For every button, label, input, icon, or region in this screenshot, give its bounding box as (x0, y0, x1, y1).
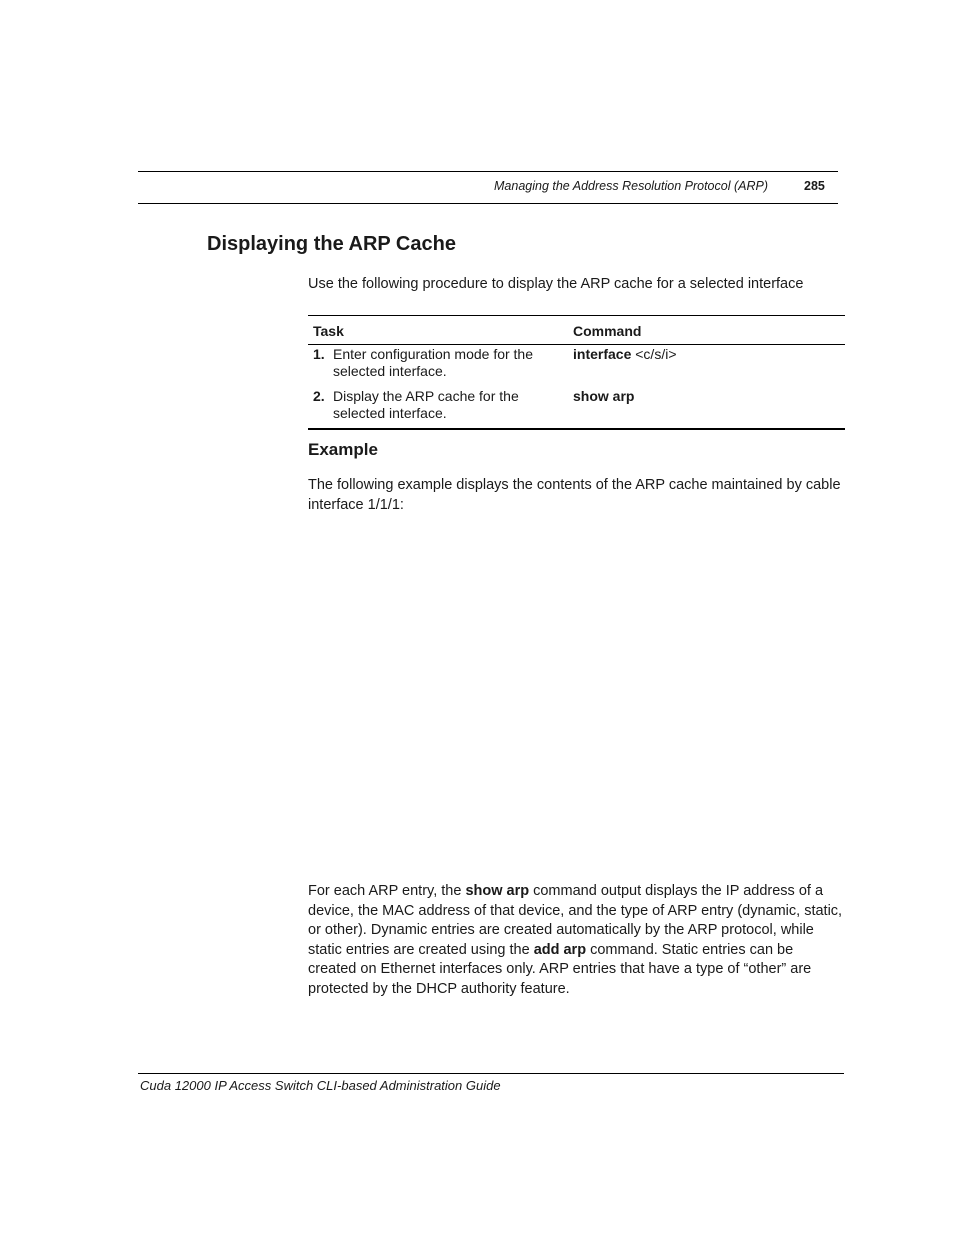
footer-rule (138, 1073, 844, 1074)
step-number: 1. (313, 346, 325, 362)
table-body (308, 345, 845, 428)
task-cell (308, 388, 568, 422)
command-args: <c/s/i> (631, 346, 677, 362)
description-paragraph (308, 882, 844, 1000)
table-row (308, 345, 845, 380)
section-title: Displaying the ARP Cache (207, 233, 456, 255)
step-text-line: selected interface. (333, 363, 447, 379)
step-number: 2. (313, 388, 325, 404)
command-cell (568, 346, 845, 380)
step-text-line: selected interface. (333, 405, 447, 421)
description-text: For each ARP entry, the (308, 883, 466, 899)
step-text-line: Enter configuration mode for the (333, 346, 534, 362)
step-text (333, 388, 568, 422)
step-text-line: Display the ARP cache for the (333, 388, 519, 404)
running-title: Managing the Address Resolution Protocol (ARP) (494, 179, 768, 193)
description-text: command. Static entries can be created on Ethernet interfaces only. ARP entries that have a type of “other” are protected by the DHCP authority feature. (308, 941, 812, 997)
table-rule-bottom (308, 428, 845, 430)
table-header-task: Task (313, 322, 344, 339)
step-text (333, 346, 568, 380)
command-cell (568, 388, 845, 422)
command-keyword: show arp (573, 388, 635, 404)
footer-text: Cuda 12000 IP Access Switch CLI-based Administration Guide (140, 1078, 501, 1093)
intro-paragraph: Use the following procedure to display the ARP cache for a selected interface (308, 276, 804, 292)
example-paragraph: The following example displays the contents of the ARP cache maintained by cable interface 1/1/1: (308, 477, 841, 513)
example-heading: Example (308, 440, 378, 459)
description-text: command output displays the IP address of a device, the MAC address of that device, and the type of ARP entry (dynamic, static, or other). Dynamic entries are created automatically by the ARP protocol, while static entries are created using the (308, 883, 843, 958)
task-cell (308, 346, 568, 380)
table-header-row (308, 316, 845, 344)
table-header-command: Command (573, 322, 642, 339)
task-table (308, 315, 845, 430)
page-number: 285 (804, 179, 825, 193)
description-keyword: add arp (533, 941, 587, 958)
header-rule-top (138, 171, 838, 172)
table-row (308, 380, 845, 428)
command-keyword: interface (573, 346, 632, 362)
description-keyword: show arp (465, 883, 530, 899)
header-rule-bottom (138, 203, 838, 204)
